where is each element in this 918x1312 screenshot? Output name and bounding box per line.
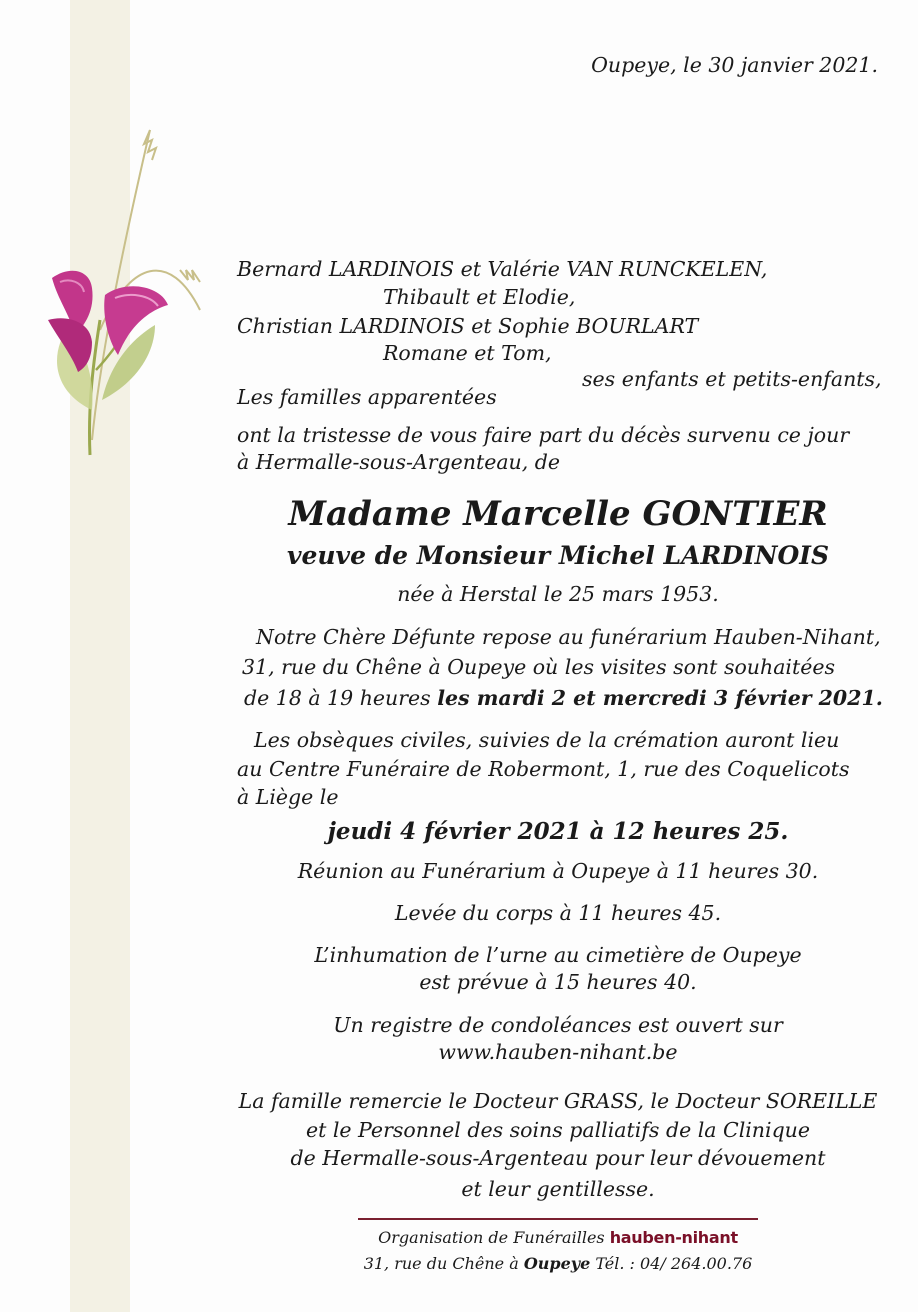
announcement-line-2: à Hermalle-sous-Argenteau, de [237, 450, 561, 474]
brand-logo: hauben-nihant [609, 1228, 738, 1247]
footer-address [340, 1254, 776, 1274]
calla-lily-illustration [30, 110, 220, 470]
condolences-website[interactable]: www.hauben-nihant.be [438, 1040, 678, 1064]
family-line-6: Les familles apparentées [237, 385, 497, 409]
schedule-urn-line-2: est prévue à 15 heures 40. [419, 970, 697, 994]
announcement-line-1: ont la tristesse de vous faire part du décès survenu ce jour [237, 423, 850, 447]
family-line-1: Bernard LARDINOIS et Valérie VAN RUNCKELEN, [237, 257, 768, 281]
family-line-3: Christian LARDINOIS et Sophie BOURLART [237, 314, 699, 338]
schedule-meeting: Réunion au Funérarium à Oupeye à 11 heures 30. [297, 859, 819, 883]
visitation-hours: de 18 à 19 heures [244, 686, 438, 710]
thanks-line-3: de Hermalle-sous-Argenteau pour leur dévouement [290, 1146, 826, 1170]
deceased-birth: née à Herstal le 25 mars 1953. [397, 582, 719, 606]
visitation-dates: les mardi 2 et mercredi 3 février 2021. [437, 686, 883, 710]
family-line-2: Thibault et Elodie, [383, 285, 576, 309]
footer-divider [358, 1218, 758, 1220]
footer-street: 31, rue du Chêne à [363, 1254, 524, 1273]
visitation-line-2: 31, rue du Chêne à Oupeye où les visites sont souhaitées [242, 655, 836, 679]
ceremony-line-2: au Centre Funéraire de Robermont, 1, rue des Coquelicots [237, 757, 850, 781]
visitation-line-1: Notre Chère Défunte repose au funérarium Hauben-Nihant, [256, 625, 881, 649]
visitation-line-3 [244, 685, 883, 711]
family-line-5: ses enfants et petits-enfants, [582, 367, 882, 391]
footer-organisation [358, 1228, 758, 1248]
ceremony-line-1: Les obsèques civiles, suivies de la crémation auront lieu [254, 728, 840, 752]
family-line-4: Romane et Tom, [383, 341, 552, 365]
ceremony-datetime: jeudi 4 février 2021 à 12 heures 25. [327, 818, 789, 845]
deceased-spouse: veuve de Monsieur Michel LARDINOIS [286, 541, 830, 570]
schedule-urn-line-1: L’inhumation de l’urne au cimetière de Oupeye [314, 943, 802, 967]
thanks-line-1: La famille remercie le Docteur GRASS, le Docteur SOREILLE [238, 1089, 878, 1113]
condolences-line-1: Un registre de condoléances est ouvert sur [333, 1013, 783, 1037]
footer-org-label: Organisation de Funérailles [378, 1228, 610, 1247]
footer-city: Oupeye [523, 1254, 591, 1273]
deceased-name: Madame Marcelle GONTIER [288, 494, 828, 534]
footer-phone: Tél. : 04/ 264.00.76 [590, 1254, 753, 1273]
schedule-departure: Levée du corps à 11 heures 45. [394, 901, 722, 925]
place-date: Oupeye, le 30 janvier 2021. [591, 53, 878, 77]
ceremony-line-3: à Liège le [237, 785, 339, 809]
thanks-line-4: et leur gentillesse. [461, 1177, 655, 1201]
thanks-line-2: et le Personnel des soins palliatifs de la Clinique [305, 1118, 811, 1142]
